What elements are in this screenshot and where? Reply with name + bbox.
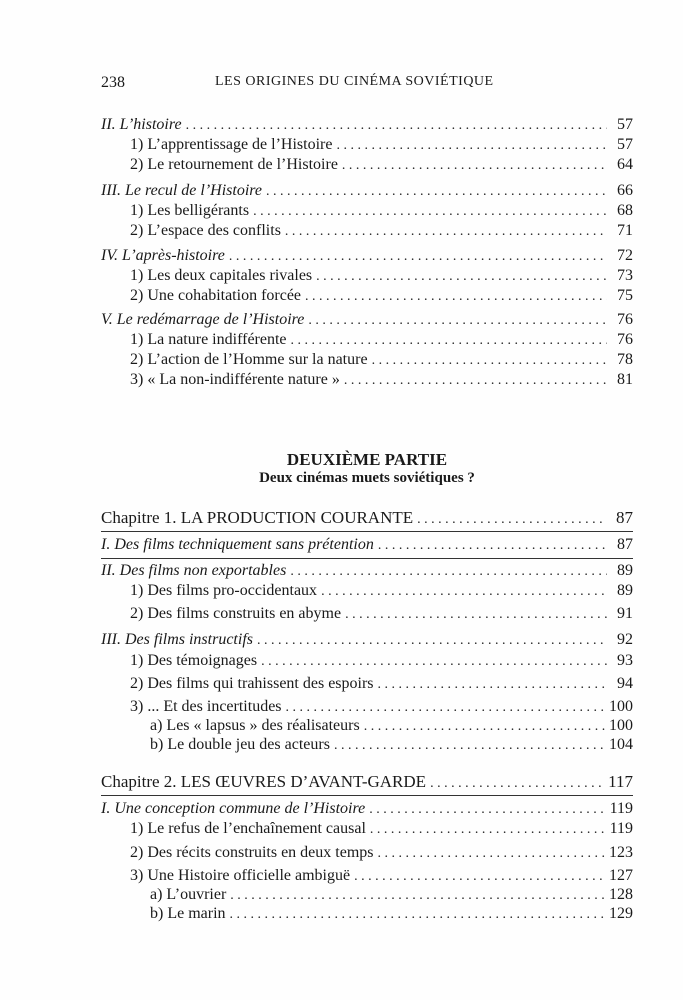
leader-dots [378,844,606,864]
part-title: DEUXIÈME PARTIE [286,450,448,469]
toc-chapter-1 [101,508,633,528]
toc-entry-page: 100 [609,698,633,715]
toc-entry-page: 93 [617,652,633,669]
toc-chapter-label: Chapitre 1. LA PRODUCTION COURANTE [101,508,414,527]
toc-entry-iv [101,246,633,266]
leader-dots [417,510,607,530]
toc-entry-page: 57 [617,136,633,153]
toc-entry-page: 128 [609,886,633,903]
toc-entry-ch1-iii-3 [130,697,633,717]
toc-entry-page: 66 [617,182,633,199]
leader-dots [354,867,605,887]
leader-dots [369,800,605,820]
toc-entry-page: 89 [617,562,633,579]
toc-entry-page: 127 [609,867,633,884]
toc-entry-ch1-iii-2 [130,674,633,694]
toc-entry-label: 2) Des films qui trahissent des espoirs [130,675,374,692]
toc-entry-v [101,310,633,330]
toc-entry-iv-1 [130,266,633,286]
toc-entry-page: 73 [617,267,633,284]
toc-entry-label: 1) L’apprentissage de l’Histoire [130,136,333,153]
leader-dots [291,331,607,351]
toc-entry-label: 3) ... Et des incertitudes [130,698,282,715]
toc-entry-label: V. Le redémarrage de l’Histoire [101,311,305,328]
leader-dots [316,267,607,287]
toc-entry-v-3 [130,370,633,390]
toc-entry-page: 119 [609,820,633,837]
leader-dots [308,311,607,331]
toc-entry-page: 91 [617,605,633,622]
toc-entry-ch1-i [101,535,633,555]
toc-entry-label: II. L’histoire [101,116,182,133]
part-subtitle: Deux cinémas muets soviétiques ? [259,470,475,486]
leader-dots [290,562,607,582]
toc-entry-page: 100 [609,717,633,734]
toc-entry-ch1-ii-2 [130,604,633,624]
toc-entry-label: 1) Les deux capitales rivales [130,267,313,284]
leader-dots [334,736,605,756]
leader-dots [230,886,605,906]
toc-entry-page: 119 [609,800,633,817]
leader-dots [257,631,607,651]
leader-dots [364,717,605,737]
chapter-rule [101,795,633,796]
toc-entry-page: 76 [617,311,633,328]
toc-entry-label: II. Des films non exportables [101,562,287,579]
toc-entry-page: 92 [617,631,633,648]
leader-dots [342,156,607,176]
toc-entry-page: 76 [617,331,633,348]
toc-chapter-label: Chapitre 2. LES ŒUVRES D’AVANT-GARDE [101,772,427,791]
toc-entry-page: 68 [617,202,633,219]
toc-entry-label: 1) Le refus de l’enchaînement causal [130,820,366,837]
toc-entry-label: 2) Des films construits en abyme [130,605,342,622]
page-number: 238 [101,74,125,91]
toc-entry-page: 72 [617,247,633,264]
toc-entry-label: 1) Les belligérants [130,202,250,219]
toc-entry-iii-2 [130,221,633,241]
toc-entry-v-2 [130,350,633,370]
toc-entry-page: 89 [617,582,633,599]
leader-dots [229,247,607,267]
toc-entry-label: 1) Des films pro-occidentaux [130,582,318,599]
toc-entry-label: I. Une conception commune de l’Histoire [101,800,366,817]
toc-entry-label: 2) L’espace des conflits [130,222,281,239]
toc-entry-label: b) Le double jeu des acteurs [150,736,330,753]
toc-entry-ch2-i-3b [150,904,633,924]
toc-entry-ch1-iii-3a [150,716,633,736]
toc-entry-ch1-iii-3b [150,735,633,755]
leader-dots [370,820,606,840]
toc-entry-page: 57 [617,116,633,133]
toc-entry-label: 3) « La non-indifférente nature » [130,371,340,388]
leader-dots [345,605,607,625]
toc-entry-ch1-ii-1 [130,581,633,601]
leader-dots [230,905,605,925]
toc-entry-ch1-iii [101,630,633,650]
chapter-rule [101,531,633,532]
toc-entry-label: 2) Une cohabitation forcée [130,287,302,304]
page-header [101,74,633,98]
toc-entry-page: 123 [609,844,633,861]
toc-entry-label: 1) Des témoignages [130,652,258,669]
toc-entry-page: 64 [617,156,633,173]
toc-entry-page: 78 [617,351,633,368]
toc-entry-page: 71 [617,222,633,239]
running-title: LES ORIGINES DU CINÉMA SOVIÉTIQUE [215,74,494,89]
toc-entry-label: a) L’ouvrier [150,886,227,903]
toc-entry-page: 75 [617,287,633,304]
toc-entry-label: III. Des films instructifs [101,631,253,648]
section-rule [101,558,633,559]
toc-entry-iv-2 [130,286,633,306]
leader-dots [253,202,607,222]
toc-entry-label: 3) Une Histoire officielle ambiguë [130,867,351,884]
toc-chapter-page: 87 [616,508,633,527]
toc-entry-label: 2) Le retournement de l’Histoire [130,156,338,173]
toc-entry-label: I. Des films techniquement sans prétention [101,536,374,553]
toc-entry-ch2-i-2 [130,843,633,863]
leader-dots [261,652,607,672]
leader-dots [378,675,607,695]
leader-dots [285,222,607,242]
toc-entry-page: 87 [617,536,633,553]
leader-dots [372,351,607,371]
toc-entry-label: 2) L’action de l’Homme sur la nature [130,351,368,368]
toc-entry-label: a) Les « lapsus » des réalisateurs [150,717,360,734]
toc-entry-iii [101,181,633,201]
leader-dots [305,287,607,307]
toc-entry-v-1 [130,330,633,350]
leader-dots [321,582,607,602]
toc-chapter-2 [101,772,633,792]
toc-entry-page: 81 [617,371,633,388]
toc-entry-ii-2 [130,155,633,175]
toc-entry-ii [101,115,633,135]
toc-entry-label: III. Le recul de l’Histoire [101,182,262,199]
toc-entry-ch2-i-3 [130,866,633,886]
leader-dots [344,371,607,391]
toc-entry-iii-1 [130,201,633,221]
leader-dots [286,698,605,718]
toc-entry-page: 129 [609,905,633,922]
toc-entry-ch2-i-3a [150,885,633,905]
toc-entry-ii-1 [130,135,633,155]
leader-dots [186,116,607,136]
toc-entry-ch1-ii [101,561,633,581]
toc-entry-label: b) Le marin [150,905,226,922]
toc-entry-ch1-iii-1 [130,651,633,671]
toc-entry-page: 94 [617,675,633,692]
toc-entry-ch2-i-1 [130,819,633,839]
leader-dots [266,182,607,202]
leader-dots [378,536,607,556]
toc-entry-label: IV. L’après-histoire [101,247,225,264]
toc-entry-page: 104 [609,736,633,753]
toc-chapter-page: 117 [608,772,633,791]
toc-entry-label: 2) Des récits construits en deux temps [130,844,374,861]
toc-entry-ch2-i [101,799,633,819]
leader-dots [336,136,607,156]
leader-dots [430,774,604,794]
toc-entry-label: 1) La nature indifférente [130,331,287,348]
